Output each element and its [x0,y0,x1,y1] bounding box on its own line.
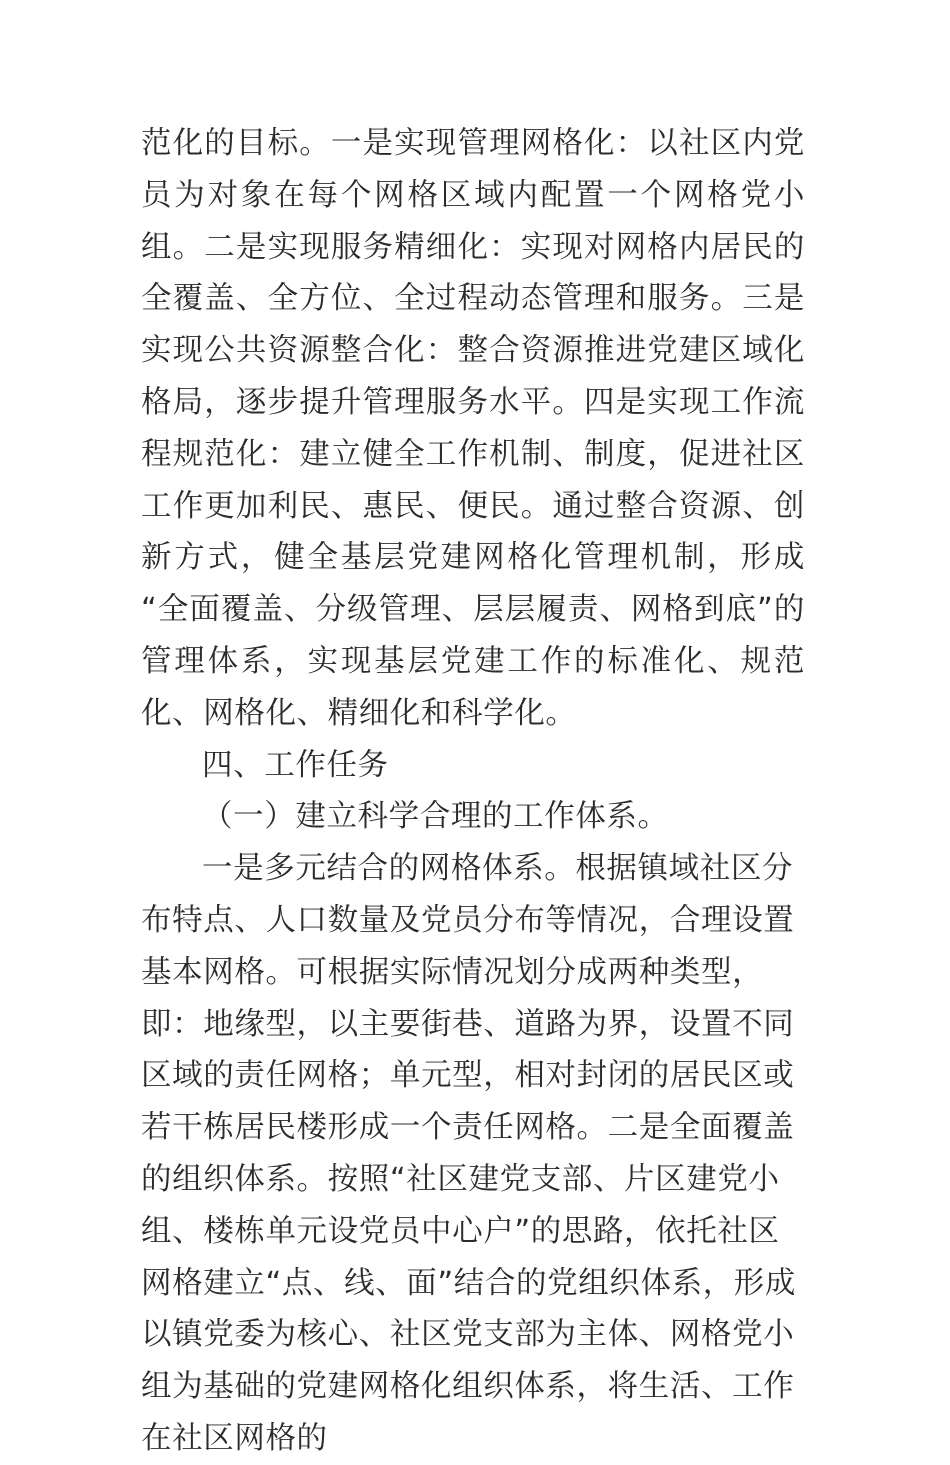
document-body [141,118,805,1465]
paragraph-grid-system: 一是多元结合的网格体系。根据镇域社区分布特点、人口数量及党员分布等情况，合理设置基本网格。可根据实际情况划分成两种类型，即：地缘型，以主要街巷、道路为界，设置不同区域的责任网格；单元型，相对封闭的居民区或若干栋居民楼形成一个责任网格。二是全面覆盖的组织体系。按照“社区建党支部、片区建党小组、楼栋单元设党员中心户”的思路，依托社区网格建立“点、线、面”结合的党组织体系，形成以镇党委为核心、社区党支部为主体、网格党小组为基础的党建网格化组织体系，将生活、工作在社区网格的 [141,851,797,1456]
paragraph-continued-goals: 范化的目标。一是实现管理网格化：以社区内党员为对象在每个网格区域内配置一个网格党小组。二是实现服务精细化：实现对网格内居民的全覆盖、全方位、全过程动态管理和服务。三是实现公共资源整合化：整合资源推进党建区域化格局，逐步提升管理服务水平。四是实现工作流程规范化：建立健全工作机制、制度，促进社区工作更加利民、惠民、便民。通过整合资源、创新方式，健全基层党建网格化管理机制，形成“全面覆盖、分级管理、层层履责、网格到底”的管理体系，实现基层党建工作的标准化、规范化、网格化、精细化和科学化。 [141,126,805,731]
heading-section-four: 四、工作任务 [202,747,389,783]
heading-subsection-one: （一）建立科学合理的工作体系。 [202,799,669,835]
